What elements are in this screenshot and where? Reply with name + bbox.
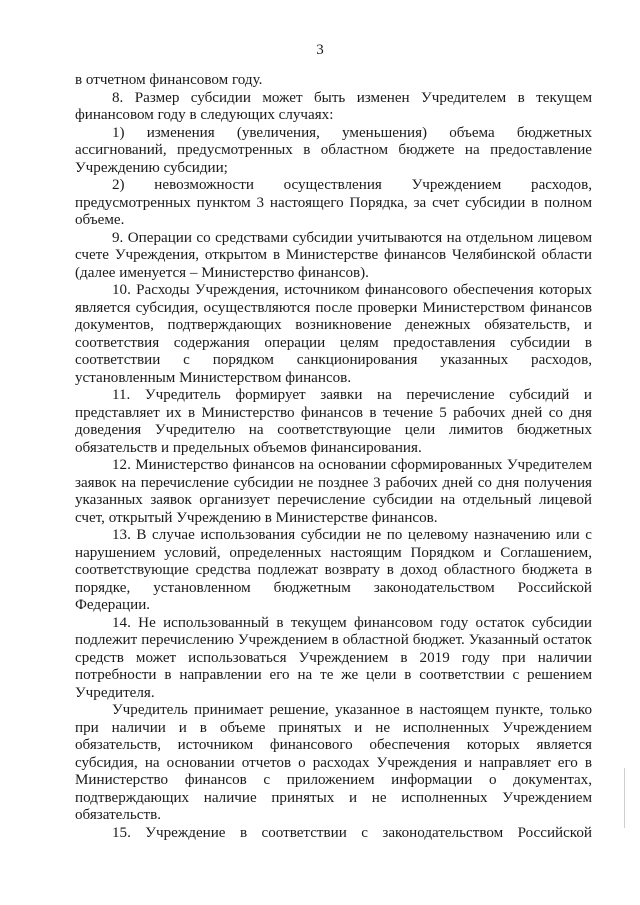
paragraph-continuation: в отчетном финансовом году.: [75, 72, 263, 88]
paragraph-subitem-1: 1) изменения (увеличения, уменьшения) объема бюджетных ассигнований, предусмотренных в областном бюджете на предоставление Учреждению субсидии;: [75, 124, 592, 176]
paragraph-item-8: 8. Размер субсидии может быть изменен Учредителем в текущем финансовом году в следующих случаях:: [75, 89, 592, 123]
document-body: [75, 72, 592, 842]
paragraph-item-15: 15. Учреждение в соответствии с законодательством Российской: [112, 824, 592, 841]
paragraph-item-10: 10. Расходы Учреждения, источником финансового обеспечения которых является субсидия, осуществляются после проверки Министерством финансов документов, подтверждающих возникновение денежных обязательств, и соответствия содержания операции целям предоставления субсидии в соответствии с порядком санкционирования указанных расходов, установленным Министерством финансов.: [75, 282, 592, 386]
paragraph-item-11: 11. Учредитель формирует заявки на перечисление субсидий и представляет их в Министерство финансов в течение 5 рабочих дней со дня доведения Учредителю на соответствующие цели лимитов бюджетных обязательств и предельных объемов финансирования.: [75, 387, 592, 456]
paragraph-item-9: 9. Операции со средствами субсидии учитываются на отдельном лицевом счете Учреждения, открытом в Министерстве финансов Челябинской области (далее именуется – Министерство финансов).: [75, 229, 592, 281]
paragraph-item-14-continuation: Учредитель принимает решение, указанное в настоящем пункте, только при наличии и в объеме принятых и не исполненных Учреждением обязательств, источником финансового обеспечения которых является субсидия, на основании отчетов о расходах Учреждения и направляет его в Министерство финансов с приложением информации о документах, подтверждающих наличие принятых и не исполненных Учреждением обязательств.: [75, 702, 592, 823]
paragraph-item-13: 13. В случае использования субсидии не по целевому назначению или с нарушением условий, определенных настоящим Порядком и Соглашением, соответствующие средства подлежат возврату в доход областного бюджета в порядке, установленном бюджетным законодательством Российской Федерации.: [75, 527, 592, 613]
scan-margin-line: [624, 768, 627, 828]
page-number: 3: [316, 42, 324, 58]
paragraph-subitem-2: 2) невозможности осуществления Учреждением расходов, предусмотренных пунктом 3 настоящего Порядка, за счет субсидии в полном объеме.: [75, 177, 592, 228]
paragraph-item-12: 12. Министерство финансов на основании сформированных Учредителем заявок на перечисление субсидии не позднее 3 рабочих дней со дня получения указанных заявок организует перечисление субсидии на отдельный лицевой счет, открытый Учреждению в Министерстве финансов.: [75, 457, 592, 526]
paragraph-item-14: 14. Не использованный в текущем финансовом году остаток субсидии подлежит перечислению Учреждением в областной бюджет. Указанный остаток средств может использоваться Учреждением в 2019 году при наличии потребности в направлении его на те же цели в соответствии с решением Учредителя.: [75, 614, 592, 701]
